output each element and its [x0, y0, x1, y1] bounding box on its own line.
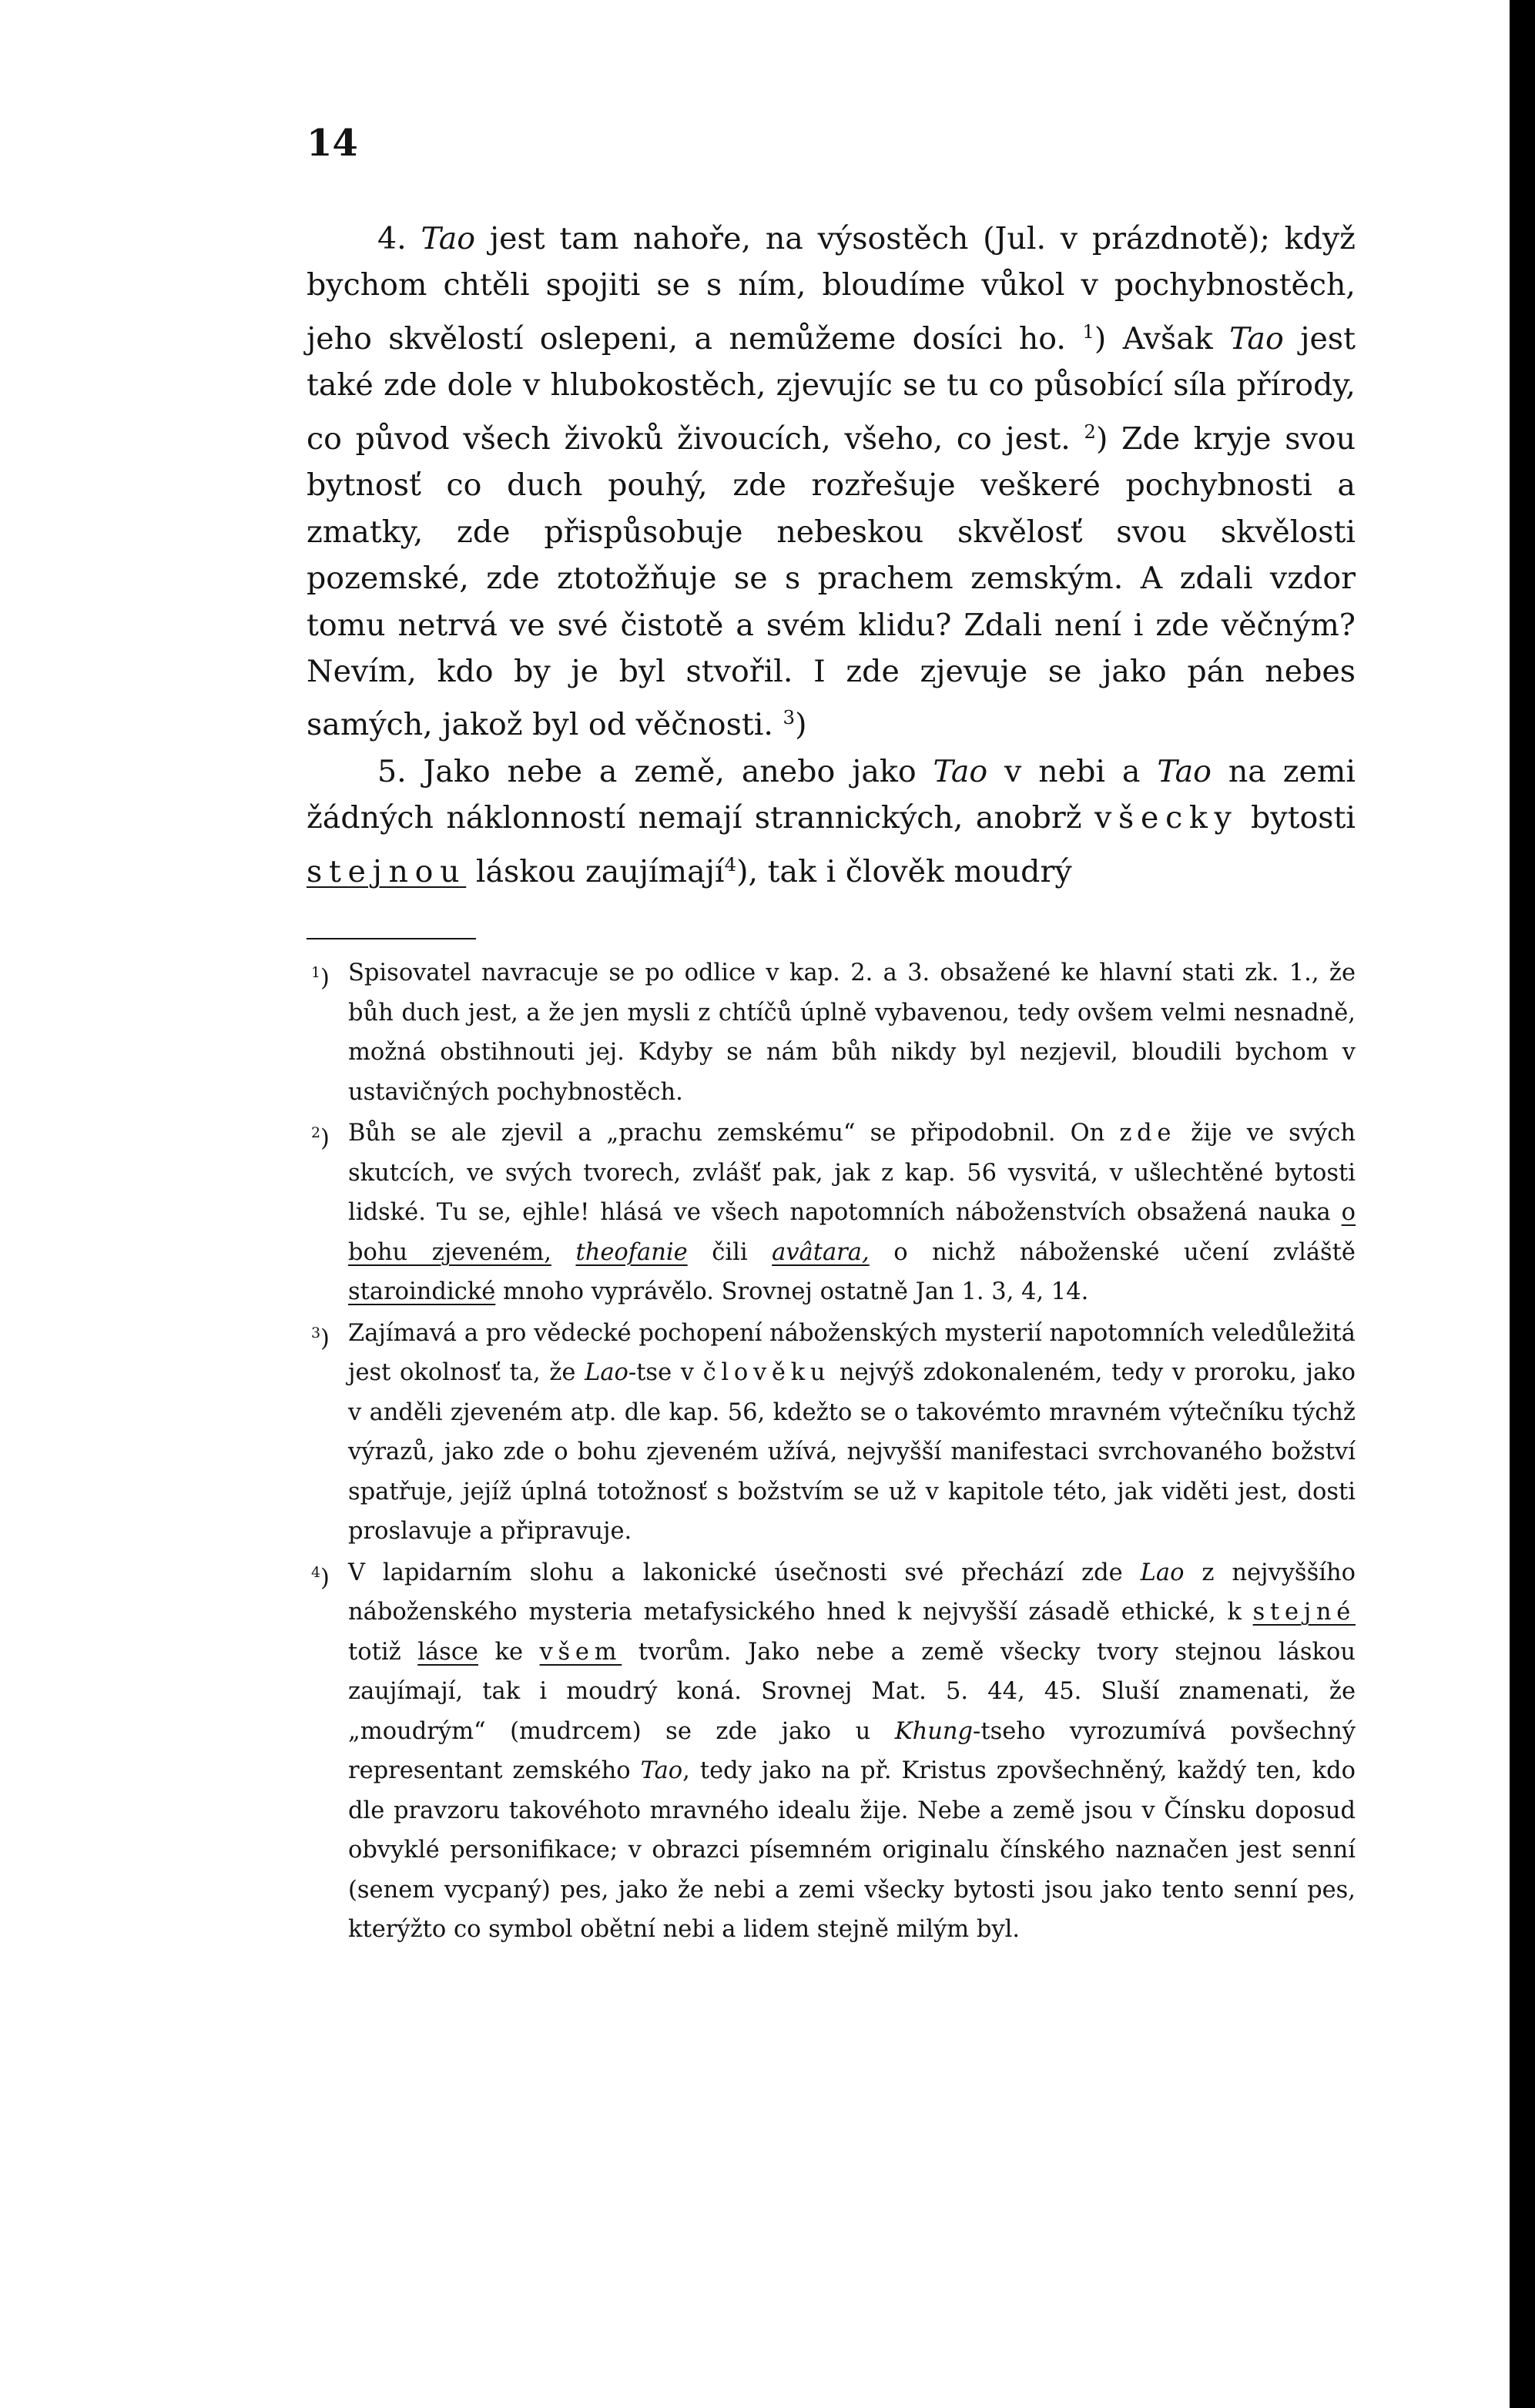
footnote-marker-number: 3: [311, 1324, 321, 1341]
text-run: ) Avšak: [1094, 320, 1230, 357]
tao-term: Tao: [421, 221, 476, 256]
paragraph-number: 4.: [377, 221, 407, 256]
term-lao: Lao: [585, 1359, 628, 1386]
text-run: , tedy jako na př. Kristus zpovšechněný, každý ten, kdo dle pravzoru takovéhoto mravného idealu žije. Nebe a země jsou v Čínsku doposud obvyklé personifikace; v obrazci písemném originalu čínského naznačen jest senní (senem vycpaný) pes, jako že nebi a zemi všecky bytosti jsou jako tento senní pes, kterýžto co symbol obětní nebi a lidem stejně milým byl.: [348, 1757, 1356, 1943]
footnote-ref: 1: [1082, 320, 1094, 343]
footnote-marker-number: 2: [311, 1124, 321, 1141]
paragraph-4: [307, 216, 1356, 749]
text-run: -tseho vyrozumívá povšechný representant zemského: [348, 1717, 1356, 1784]
footnote-marker: $^4$): [311, 1563, 330, 1592]
text-run: ), tak i člověk moudrý: [736, 853, 1072, 889]
footnote-marker: $^1$): [311, 964, 330, 993]
footnote-text: Spisovatel navracuje se po odlice v kap. 2. a 3. obsažené ke hlavní stati zk. 1., že bůh duch jest, a že jen mysli z chtíčů úplně vybavenou, tedy ovšem velmi nesnadně, možná obstihnouti jej. Kdyby se nám bůh nikdy byl nezjevil, bloudili bychom v ustavičných pochybnostěch.: [348, 960, 1356, 1106]
text-run: o nichž náboženské učení zvláště: [869, 1238, 1356, 1266]
term-theofanie: theofanie: [575, 1238, 688, 1266]
term-lao: Lao: [1140, 1559, 1185, 1586]
text-run: žije ve svých skutcích, ve svých tvorech, zvlášť pak, jak z kap. 56 vysvitá, v ušlechtěné bytosti lidské. Tu se, ejhle! hlásá ve všech napotomních náboženstvích obsažená nauka: [348, 1120, 1356, 1226]
text-run: tvorům. Jako nebe a země všecky tvory stejnou láskou zaujímají, tak i moudrý koná. Srovnej Mat. 5. 44, 45. Sluší znamenati, že „moudrým“ (mudrcem) se zde jako u: [348, 1638, 1356, 1745]
emphasis-zde: zde: [1119, 1120, 1177, 1147]
text-run: ): [795, 707, 807, 743]
text-run: láskou zaujímají: [466, 853, 725, 889]
emphasis-vsecky: všecky: [1094, 800, 1238, 836]
footnote-2: [311, 1114, 1356, 1312]
footnote-4: [311, 1553, 1356, 1950]
text-run: nejvýš zdokonaleném, tedy v proroku, jako v anděli zjeveném atp. dle kap. 56, kdežto se o takovémto mravném výtečníku týchž výrazů, jako zde o bohu zjeveném užívá, nejvyšší manifestaci svrchovaného božství spatřuje, jejíž úplná totožnosť s božstvím se už v kapitole této, jak viděti jest, dosti proslavuje a připravuje.: [348, 1359, 1356, 1545]
footnote-marker-number: 4: [311, 1563, 321, 1581]
text-run: 5. Jako nebe a země, anebo jako: [377, 753, 933, 789]
emphasis-vsem: všem: [539, 1638, 622, 1666]
emphasis-cloveku: člověku: [702, 1359, 831, 1386]
text-run: ke: [478, 1638, 540, 1666]
text-run: [551, 1239, 576, 1266]
tao-term: Tao: [1157, 753, 1212, 789]
term-khung: Khung: [894, 1717, 974, 1745]
text-run: jest také zde dole v hlubokostěch, zjevujíc se tu co působící síla přírody, co původ všech živoků živoucích, všeho, co jest.: [307, 320, 1356, 457]
tao-term: Tao: [1229, 320, 1284, 357]
tao-term: Tao: [933, 753, 988, 789]
emphasis-staroindicke: staroindické: [348, 1278, 496, 1305]
text-run: na zemi žádných náklonností nemají strannických, anobrž: [307, 753, 1356, 836]
paragraph-5: [307, 749, 1356, 895]
text-run: bytosti: [1238, 800, 1356, 836]
text-run: čili: [687, 1238, 773, 1266]
footnotes: [311, 953, 1356, 1951]
text-run: Bůh se ale zjevil a „prachu zemskému“ se připodobnil. On: [348, 1120, 1120, 1147]
page-number: 14: [307, 122, 358, 165]
text-run: totiž: [348, 1638, 418, 1666]
text-run: ) Zde kryje svou bytnosť co duch pouhý, zde rozřešuje veškeré pochybnosti a zmatky, zde přispůsobuje nebeskou skvělosť svou skvělosti pozemské, zde ztotožňuje se s prachem zemským. A zdali vzdor tomu netrvá ve své čistotě a svém klidu? Zdali není i zde věčným? Nevím, kdo by je byl stvořil. I zde zjevuje se jako pán nebes samých, jakož byl od věčnosti.: [307, 420, 1356, 743]
main-text: [307, 216, 1356, 895]
text-run: z nejvyššího náboženského mysteria metafysického hned k nejvyšší zásadě ethické, k: [348, 1559, 1356, 1626]
text-run: -tse v: [628, 1359, 703, 1386]
footnote-ref: 2: [1084, 420, 1096, 443]
footnote-marker: $^3$): [311, 1324, 330, 1352]
footnote-marker: $^2$): [311, 1124, 330, 1153]
footnote-3: [311, 1314, 1356, 1552]
emphasis-stejne: stejné: [1252, 1599, 1356, 1626]
footnote-marker-number: 1: [311, 964, 321, 981]
footnote-ref: 4: [724, 852, 737, 876]
tao-term: Tao: [640, 1757, 683, 1784]
emphasis-stejnou: stejnou: [307, 853, 467, 889]
text-run: jest tam nahoře, na výsostěch (Jul. v prázdnotě); když bychom chtěli spojiti se s ním, bloudíme vůkol v pochybnostěch, jeho skvělostí oslepeni, a nemůžeme dosíci ho.: [307, 221, 1356, 357]
text-run: v nebi a: [987, 753, 1158, 789]
emphasis-o-bohu: o bohu zjeveném,: [348, 1199, 1356, 1266]
emphasis-lasce: lásce: [417, 1638, 478, 1666]
footnote-divider: [307, 938, 476, 939]
term-avatara: avâtara,: [772, 1238, 870, 1266]
footnote-ref: 3: [783, 706, 796, 729]
footnote-1: [311, 953, 1356, 1112]
text-run: Zajímavá a pro vědecké pochopení náboženských mysterií napotomních veledůležitá jest okolnosť ta, že: [348, 1319, 1356, 1386]
text-run: V lapidarním slohu a lakonické úsečnosti své přechází zde: [348, 1559, 1141, 1586]
text-run: mnoho vyprávělo. Srovnej ostatně Jan 1. 3, 4, 14.: [495, 1278, 1089, 1305]
